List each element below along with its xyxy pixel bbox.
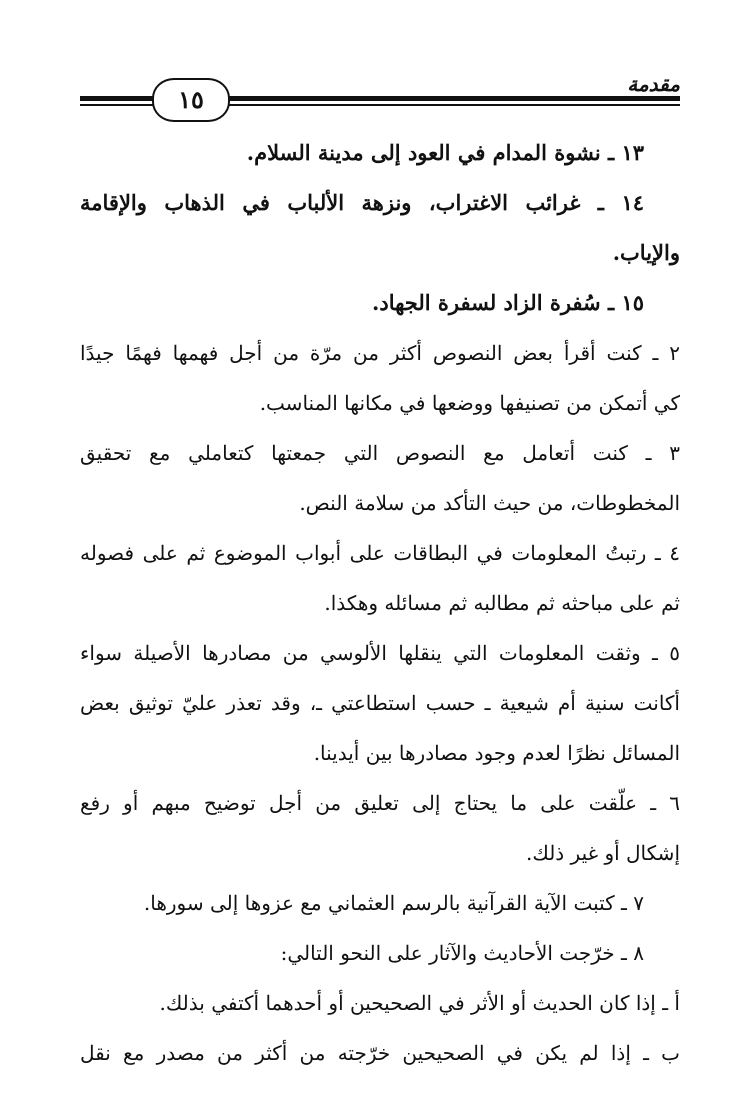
method-item-4-continued: ثم على مباحثه ثم مطالبه ثم مسائله وهكذا. bbox=[324, 591, 680, 615]
method-item-2: ٢ ـ كنت أقرأ بعض النصوص أكثر من مرّة من أجل فهمها فهمًا جيدًا bbox=[80, 341, 680, 365]
list-item-15: ١٥ ـ سُفرة الزاد لسفرة الجهاد. bbox=[372, 290, 644, 315]
method-item-5-continued-2: المسائل نظرًا لعدم وجود مصادرها بين أيدينا. bbox=[313, 741, 680, 765]
list-item-14: ١٤ ـ غرائب الاغتراب، ونزهة الألباب في الذهاب والإقامة bbox=[80, 190, 644, 215]
page-header bbox=[80, 70, 680, 130]
method-item-7: ٧ ـ كتبت الآية القرآنية بالرسم العثماني مع عزوها إلى سورها. bbox=[143, 891, 644, 915]
method-item-5-continued: أكانت سنية أم شيعية ـ حسب استطاعتي ـ، وقد تعذر عليّ توثيق بعض bbox=[80, 691, 680, 715]
list-item-13: ١٣ ـ نشوة المدام في العود إلى مدينة السلام. bbox=[246, 140, 644, 165]
method-item-3-continued: المخطوطات، من حيث التأكد من سلامة النص. bbox=[299, 491, 680, 515]
section-title: مقدمة bbox=[627, 72, 680, 96]
page-number: ١٥ bbox=[152, 78, 230, 122]
method-item-6: ٦ ـ علّقت على ما يحتاج إلى تعليق من أجل توضيح مبهم أو رفع bbox=[80, 791, 680, 815]
sub-item-a: أ ـ إذا كان الحديث أو الأثر في الصحيحين أو أحدهما أكتفي بذلك. bbox=[159, 991, 680, 1015]
method-item-4: ٤ ـ رتبتُ المعلومات في البطاقات على أبواب الموضوع ثم على فصوله bbox=[80, 541, 680, 565]
method-item-3: ٣ ـ كنت أتعامل مع النصوص التي جمعتها كتعاملي مع تحقيق bbox=[80, 441, 680, 465]
page-body bbox=[80, 128, 680, 1078]
method-item-8: ٨ ـ خرّجت الأحاديث والآثار على النحو التالي: bbox=[280, 941, 644, 965]
method-item-5: ٥ ـ وثقت المعلومات التي ينقلها الألوسي من مصادرها الأصيلة سواء bbox=[80, 641, 680, 665]
method-item-2-continued: كي أتمكن من تصنيفها ووضعها في مكانها المناسب. bbox=[259, 391, 680, 415]
sub-item-b: ب ـ إذا لم يكن في الصحيحين خرّجته من أكثر من مصدر مع نقل bbox=[80, 1041, 680, 1065]
list-item-14-continued: والإياب. bbox=[612, 240, 680, 265]
method-item-6-continued: إشكال أو غير ذلك. bbox=[525, 841, 680, 865]
